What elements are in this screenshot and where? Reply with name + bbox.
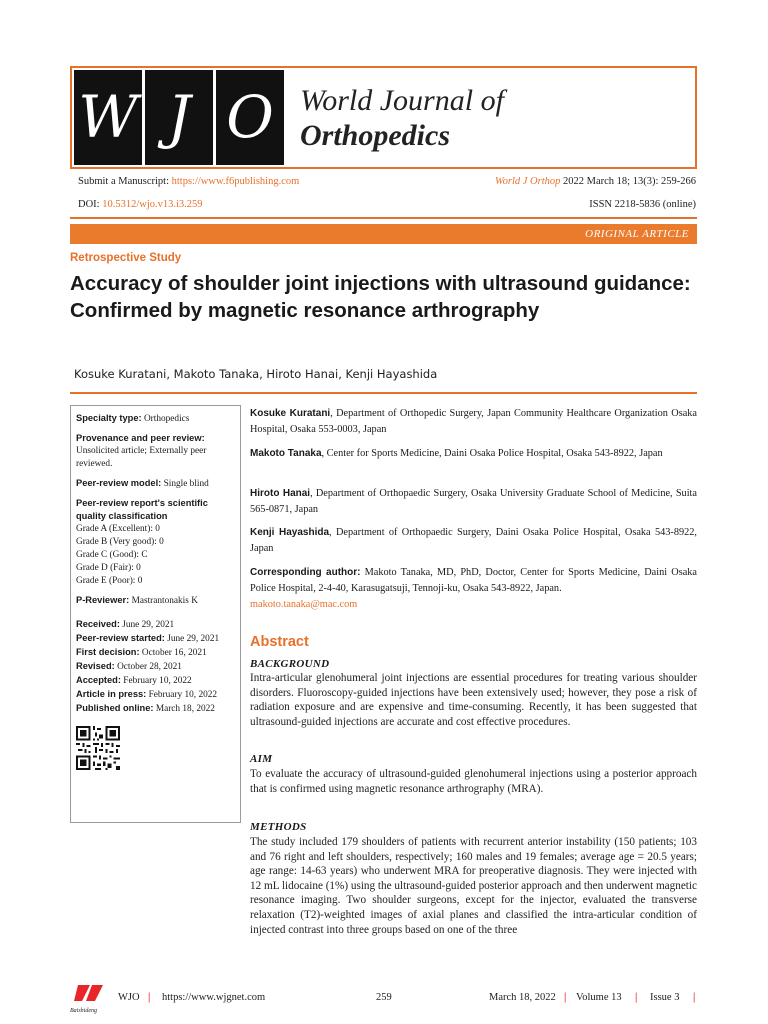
affiliation-text: , Center for Sports Medicine, Daini Osaka Police Hospital, Osaka 543-8922, Japan (321, 448, 663, 459)
quality-row (76, 497, 235, 588)
specialty-row (76, 412, 235, 426)
quality-label: Peer-review report's scientific quality classification (76, 498, 208, 521)
doi-label: DOI: (78, 199, 100, 210)
footer-separator: | (564, 992, 567, 1003)
footer-journal: WJO (118, 992, 140, 1003)
corresponding-email-link[interactable]: makoto.tanaka@mac.com (250, 598, 358, 610)
reviewer-value: Mastrantonakis K (131, 596, 198, 606)
provenance-value: Unsolicited article; Externally peer reviewed. (76, 446, 207, 469)
submit-link[interactable]: https://www.f6publishing.com (171, 176, 300, 187)
title-line1: Accuracy of shoulder joint injections with ultrasound guidance: (70, 272, 691, 295)
doi-line (78, 199, 203, 210)
header-divider (70, 217, 697, 219)
authors-divider (70, 392, 697, 394)
footer-separator: | (635, 992, 638, 1003)
date-article-in-press: Article in press: February 10, 2022 (76, 689, 218, 700)
methods-paragraph: The study included 179 shoulders of patients with recurrent anterior instability (150 patients; 103 and 76 right and left shoulders, respectively; 160 males and 19 females; average age = 20.5 years; age range: 14-63 years) who underwent MRA for preoperative diagnosis. They were injected with 12 mL lidocaine (1%) using the ultrasound-guided posterior approach and then underwent magnetic resonance imaging. Two shoulder surgeons, except for the injector, evaluated the transverse relaxation (T2)-weighted images of axial planes and classified the intra-articular condition of injected contrast into three groups based on one of the three (250, 836, 697, 936)
citation-details: 2022 March 18; 13(3): 259-266 (563, 176, 696, 187)
journal-name (300, 84, 504, 153)
date-accepted: Accepted: February 10, 2022 (76, 675, 192, 686)
date-published-online: Published online: March 18, 2022 (76, 703, 215, 714)
footer-separator: | (693, 992, 696, 1003)
author-list: Kosuke Kuratani, Makoto Tanaka, Hiroto Hanai, Kenji Hayashida (74, 367, 438, 381)
page-number: 259 (376, 992, 392, 1003)
aim-paragraph: To evaluate the accuracy of ultrasound-guided glenohumeral injections using a posterior approach that is confirmed using magnetic resonance arthrography (MRA). (250, 768, 697, 795)
background-heading: BACKGROUND (250, 658, 330, 670)
citation-journal: World J Orthop (494, 176, 561, 187)
logo-letter-o: O (216, 70, 284, 165)
footer-separator: | (148, 992, 151, 1003)
footer-volume: Volume 13 (576, 992, 622, 1003)
date-first-decision: First decision: October 16, 2021 (76, 647, 207, 658)
journal-name-line2: Orthopedics (300, 118, 450, 152)
study-type: Retrospective Study (70, 252, 182, 264)
grade-c: Grade C (Good): C (76, 550, 148, 560)
aim-heading: AIM (250, 753, 273, 765)
submit-line (78, 176, 299, 187)
doi-link[interactable]: 10.5312/wjo.v13.i3.259 (102, 199, 203, 210)
corresponding-author (250, 565, 697, 612)
affiliation-4 (250, 525, 697, 557)
date-peer-review-started: Peer-review started: June 29, 2021 (76, 633, 220, 644)
affiliation-2 (250, 446, 697, 462)
article-info-sidebar (70, 405, 241, 823)
date-received: Received: June 29, 2021 (76, 619, 175, 630)
submit-label: Submit a Manuscript: (78, 176, 169, 187)
peer-model-row (76, 477, 235, 491)
qr-code-icon[interactable] (76, 726, 120, 770)
logo-letter-w: W (74, 70, 142, 165)
reviewer-label: P-Reviewer: (76, 595, 130, 605)
title-line2: Confirmed by magnetic resonance arthrography (70, 299, 540, 322)
corresponding-text: Makoto Tanaka, MD, PhD, Doctor, Center for Sports Medicine, Daini Osaka Police Hospital, 2-4-40, Karasugatsuji, Tennoji-ku, Osaka 543-8922, Japan. (250, 567, 697, 594)
affiliation-3 (250, 486, 697, 518)
affiliation-author-name: Kenji Hayashida (250, 527, 330, 538)
citation-line (495, 176, 696, 187)
affiliation-author-name: Kosuke Kuratani (250, 408, 331, 419)
provenance-label: Provenance and peer review: (76, 433, 205, 443)
footer-url-link[interactable]: https://www.wjgnet.com (162, 992, 266, 1003)
affiliation-text: , Department of Orthopaedic Surgery, Osaka University Graduate School of Medicine, Suita 565-0871, Japan (250, 488, 697, 515)
logo-letter-j: J (145, 70, 213, 165)
specialty-value: Orthopedics (143, 414, 190, 424)
publisher-name: Baishideng (70, 1008, 97, 1014)
grade-e: Grade E (Poor): 0 (76, 576, 143, 586)
affiliation-author-name: Hiroto Hanai (250, 488, 311, 499)
footer-issue: Issue 3 (650, 992, 680, 1003)
affiliation-author-name: Makoto Tanaka (250, 448, 322, 459)
dates-block (76, 618, 235, 716)
affiliation-text: , Department of Orthopaedic Surgery, Daini Osaka Police Hospital, Osaka 543-8922, Japan (250, 527, 697, 554)
footer-date: March 18, 2022 (489, 992, 556, 1003)
affiliation-text: , Department of Orthopedic Surgery, Japan Community Healthcare Organization Osaka Hospital, Osaka 553-0003, Japan (250, 408, 697, 435)
corresponding-label: Corresponding author: (250, 567, 361, 578)
grade-b: Grade B (Very good): 0 (76, 537, 164, 547)
article-title (70, 270, 710, 324)
article-type-banner: ORIGINAL ARTICLE (70, 224, 697, 244)
issn: ISSN 2218-5836 (online) (589, 199, 696, 210)
background-paragraph: Intra-articular glenohumeral joint injections are essential procedures for treating various shoulder disorders. Fluoroscopy-guided injections have been extensively used; however, they pose a risk of radiation exposure and are expensive and time-consuming. Recently, it has been suggested that ultrasound-guided injections are accurate and cost effective procedures. (250, 672, 697, 728)
date-revised: Revised: October 28, 2021 (76, 661, 182, 672)
specialty-label: Specialty type: (76, 413, 142, 423)
peer-model-value: Single blind (163, 479, 209, 489)
reviewer-row (76, 594, 235, 608)
peer-model-label: Peer-review model: (76, 478, 162, 488)
affiliation-1 (250, 406, 697, 438)
grade-d: Grade D (Fair): 0 (76, 563, 141, 573)
grade-a: Grade A (Excellent): 0 (76, 524, 160, 534)
methods-heading: METHODS (250, 821, 307, 833)
provenance-row (76, 432, 235, 471)
journal-name-line1: World Journal of (300, 84, 504, 117)
abstract-heading: Abstract (250, 634, 309, 650)
